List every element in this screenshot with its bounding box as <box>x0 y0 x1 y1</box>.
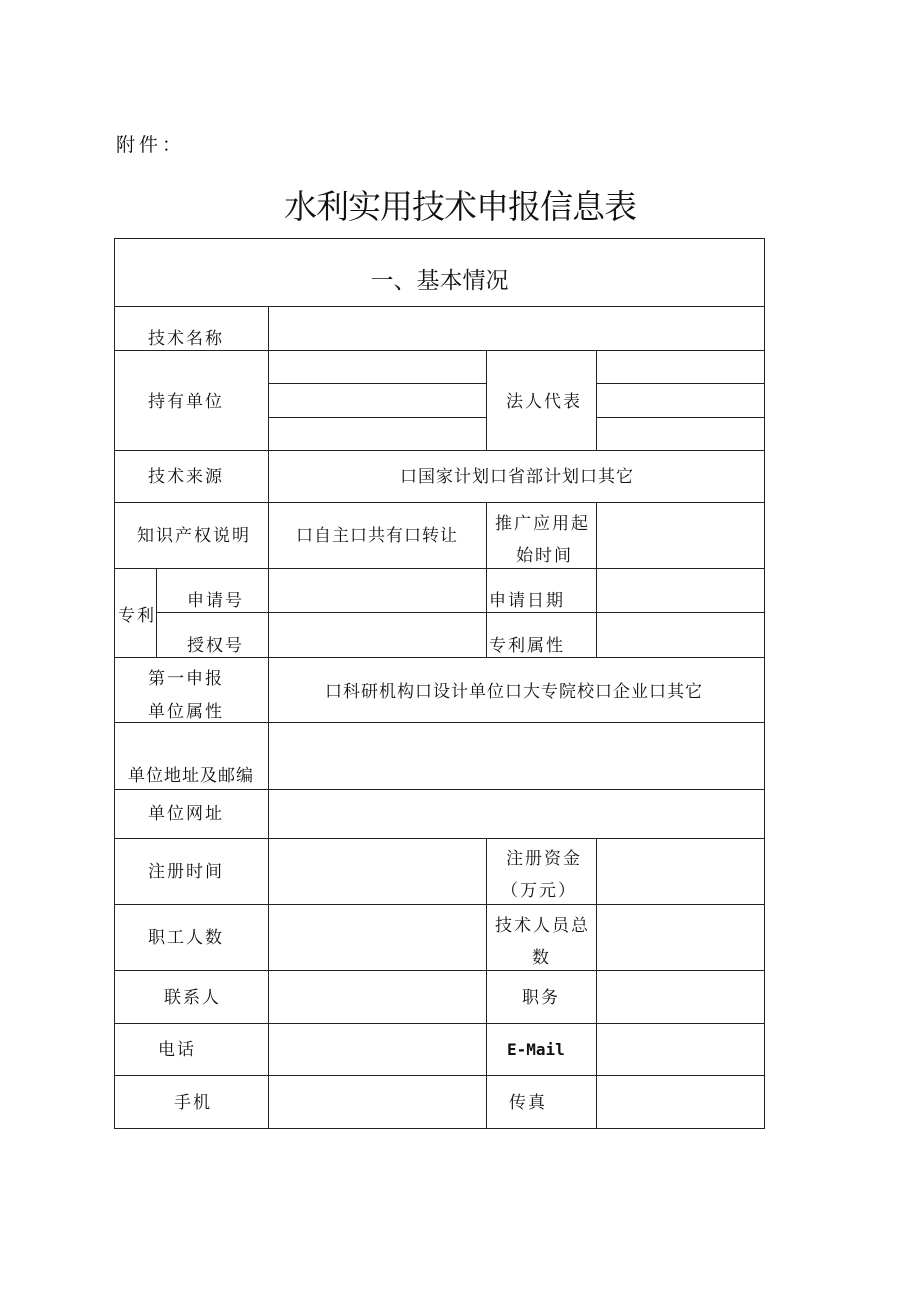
row-divider <box>114 970 765 971</box>
section-title: 一、基本情况 <box>370 268 509 294</box>
legal-rep-subline <box>596 417 765 418</box>
label-tech-staff: 数 <box>532 948 551 968</box>
first-unit-options: 口科研机构口设计单位口大专院校口企业口其它 <box>325 682 703 702</box>
row-divider <box>114 904 765 905</box>
tech-source-options: 口国家计划口省部计划口其它 <box>400 467 634 487</box>
table-border-left <box>114 238 115 1129</box>
row-divider <box>114 306 765 307</box>
attachment-label: 附件： <box>116 134 186 156</box>
row-divider <box>114 502 765 503</box>
row-divider <box>114 1075 765 1076</box>
label-ip: 知识产权说明 <box>137 526 251 546</box>
label-fax: 传真 <box>509 1093 547 1113</box>
label-email: E-Mail <box>507 1040 565 1059</box>
patent-subline <box>156 612 765 613</box>
table-border-bottom <box>114 1128 765 1129</box>
label-staff: 职工人数 <box>148 928 224 948</box>
label-app-date: 申请日期 <box>489 591 565 611</box>
label-tech-name: 技术名称 <box>148 329 224 349</box>
page-title: 水利实用技术申报信息表 <box>284 187 636 226</box>
label-holder: 持有单位 <box>148 392 224 412</box>
row-divider <box>114 657 765 658</box>
row-divider <box>114 568 765 569</box>
label-reg-time: 注册时间 <box>148 862 224 882</box>
legal-rep-subline <box>596 383 765 384</box>
label-position: 职务 <box>522 988 560 1008</box>
col-divider-mid <box>486 350 487 450</box>
label-first-unit: 第一申报 <box>148 669 224 689</box>
row-divider <box>114 1023 765 1024</box>
label-promo-start: 始时间 <box>516 546 573 566</box>
row-divider <box>114 789 765 790</box>
label-website: 单位网址 <box>148 804 224 824</box>
label-reg-capital: 注册资金 <box>506 849 582 869</box>
row-divider <box>114 450 765 451</box>
label-mobile: 手机 <box>174 1093 212 1113</box>
col-divider-right <box>596 350 597 450</box>
holder-subline <box>268 383 486 384</box>
col-divider-right <box>596 502 597 657</box>
label-tech-staff: 技术人员总 <box>495 916 590 936</box>
ip-options: 口自主口共有口转让 <box>296 526 458 546</box>
label-contact: 联系人 <box>164 988 221 1008</box>
row-divider <box>114 838 765 839</box>
col-divider-patent <box>156 568 157 657</box>
label-promo-start: 推广应用起 <box>495 514 590 534</box>
table-border-right <box>764 238 765 1129</box>
label-address: 单位地址及邮编 <box>128 766 254 786</box>
label-patent-attr: 专利属性 <box>489 636 565 656</box>
label-app-no: 申请号 <box>187 591 244 611</box>
label-tech-source: 技术来源 <box>148 467 224 487</box>
table-border-top <box>114 238 765 239</box>
label-legal-rep: 法人代表 <box>506 392 582 412</box>
row-divider <box>114 350 765 351</box>
col-divider-label <box>268 306 269 1128</box>
label-phone: 电话 <box>158 1040 196 1060</box>
col-divider-mid <box>486 838 487 1128</box>
label-grant-no: 授权号 <box>187 636 244 656</box>
holder-subline <box>268 417 486 418</box>
col-divider-right <box>596 838 597 1128</box>
label-patent: 专利 <box>118 606 156 626</box>
col-divider-mid <box>486 502 487 657</box>
label-first-unit: 单位属性 <box>148 702 224 722</box>
label-reg-capital: （万元） <box>501 881 577 901</box>
